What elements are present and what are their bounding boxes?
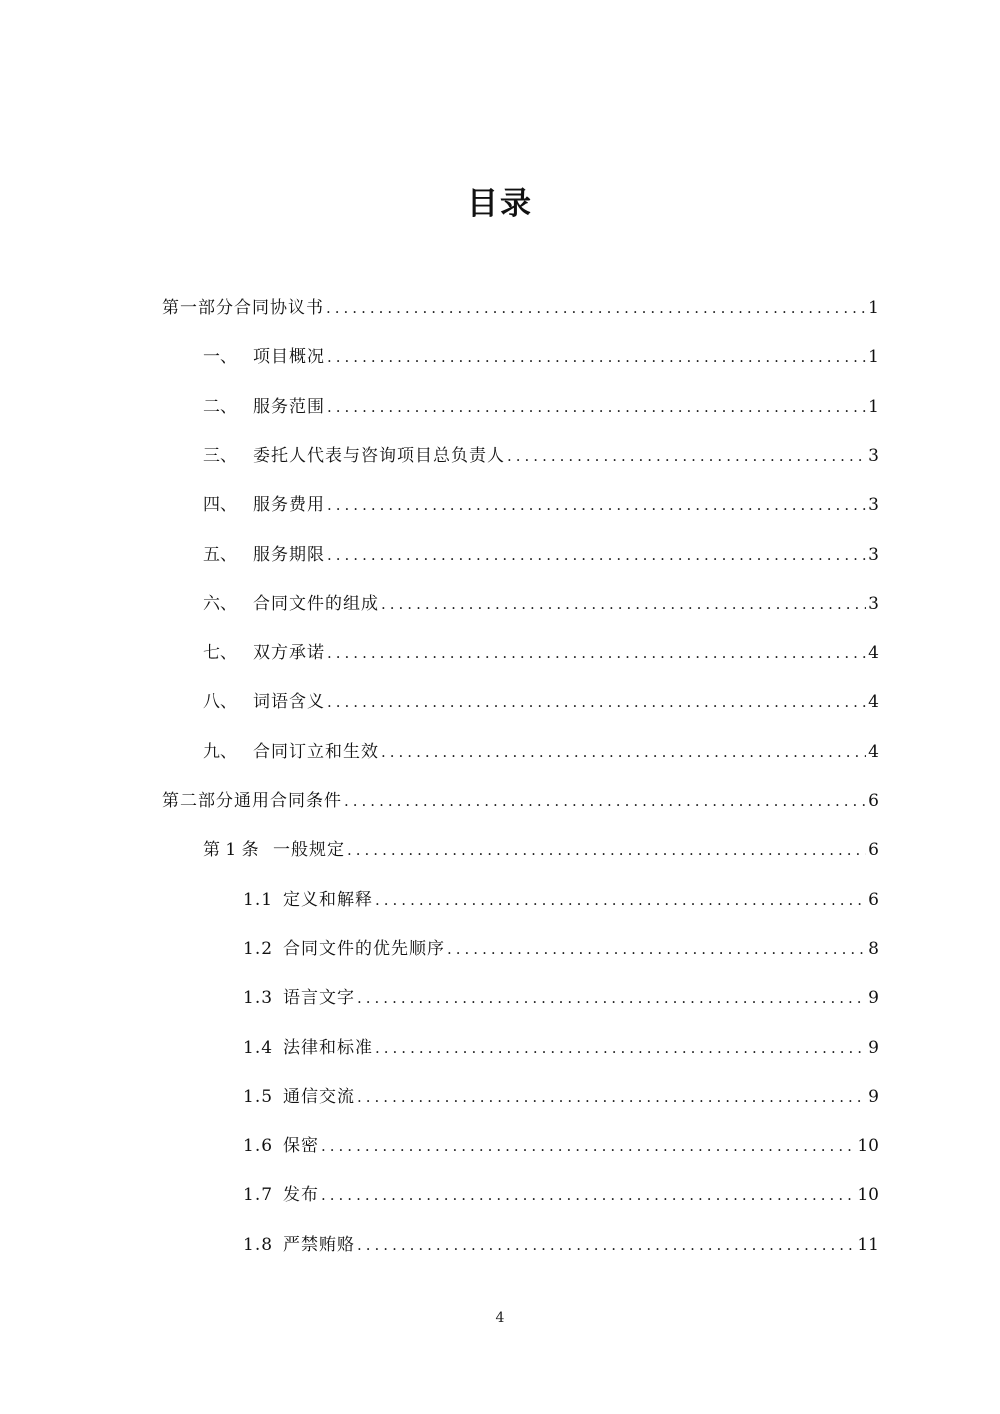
toc-entry-page: 6 <box>868 791 879 811</box>
toc-entry[interactable] <box>203 590 879 618</box>
toc-entry-page: 6 <box>868 889 879 910</box>
toc-entry-text: 合同文件的优先顺序 <box>283 938 445 959</box>
toc-entry-number: 一、 <box>203 347 237 368</box>
toc-entry-text: 服务期限 <box>253 544 325 565</box>
toc-dot-leader <box>357 1231 855 1259</box>
toc-entry-text: 合同文件的组成 <box>253 593 379 614</box>
toc-entry-text: 一般规定 <box>273 840 345 861</box>
toc-entry-text: 词语含义 <box>253 692 325 713</box>
toc-dot-leader <box>375 886 866 914</box>
toc-entry[interactable] <box>243 1034 879 1062</box>
toc-entry-page: 10 <box>857 1185 879 1206</box>
toc-dot-leader <box>357 1083 866 1111</box>
toc-entry-page: 4 <box>868 643 879 664</box>
toc-entry-text: 法律和标准 <box>283 1037 373 1058</box>
toc-entry-number: 1.1 <box>243 889 274 910</box>
toc-entry-number: 四、 <box>203 495 237 516</box>
toc-entry[interactable] <box>162 294 879 322</box>
toc-entry-number: 九、 <box>203 741 237 762</box>
toc-entry-number: 1.4 <box>243 1037 274 1058</box>
toc-entry[interactable] <box>203 491 879 519</box>
toc-entry[interactable] <box>203 442 879 470</box>
toc-entry-number: 八、 <box>203 692 237 713</box>
toc-entry-page: 1 <box>868 347 879 368</box>
toc-entry[interactable] <box>243 1083 879 1111</box>
toc-entry-text: 第二部分通用合同条件 <box>162 791 342 811</box>
toc-entry-text: 保密 <box>283 1136 319 1157</box>
toc-entry[interactable] <box>203 343 879 371</box>
toc-entry-number: 三、 <box>203 445 237 466</box>
toc-entry-number: 五、 <box>203 544 237 565</box>
toc-entry-text: 服务费用 <box>253 495 325 516</box>
page-number: 4 <box>495 1310 505 1326</box>
toc-entry[interactable] <box>203 541 879 569</box>
toc-entry-page: 10 <box>857 1136 879 1157</box>
toc-entry[interactable] <box>203 836 879 864</box>
toc-entry-page: 3 <box>868 544 879 565</box>
toc-entry[interactable] <box>243 935 879 963</box>
toc-dot-leader <box>381 590 866 618</box>
toc-dot-leader <box>321 1132 855 1160</box>
toc-title: 目录 <box>467 186 533 222</box>
toc-entry-text: 合同订立和生效 <box>253 741 379 762</box>
toc-entry-text: 定义和解释 <box>283 889 373 910</box>
toc-entry-number: 1.6 <box>243 1136 274 1157</box>
toc-entry-page: 3 <box>868 593 879 614</box>
toc-entry[interactable] <box>243 1132 879 1160</box>
toc-entry[interactable] <box>243 984 879 1012</box>
toc-entry-text: 语言文字 <box>283 988 355 1009</box>
toc-entry-number: 七、 <box>203 643 237 664</box>
toc-entry[interactable] <box>243 886 879 914</box>
toc-dot-leader <box>344 787 866 815</box>
toc-dot-leader <box>327 639 866 667</box>
toc-entry-page: 1 <box>868 396 879 417</box>
toc-entry-text: 委托人代表与咨询项目总负责人 <box>253 445 505 466</box>
toc-dot-leader <box>357 984 866 1012</box>
toc-entry-number: 1.2 <box>243 938 274 959</box>
toc-entry[interactable] <box>203 639 879 667</box>
toc-entry-page: 6 <box>868 840 879 861</box>
toc-entry-number: 1.5 <box>243 1086 274 1107</box>
toc-entry-page: 9 <box>868 1037 879 1058</box>
toc-dot-leader <box>327 491 866 519</box>
toc-entry-number: 1.7 <box>243 1185 274 1206</box>
toc-entry-number: 1.8 <box>243 1234 274 1255</box>
toc-dot-leader <box>326 294 866 322</box>
toc-entry-page: 3 <box>868 495 879 516</box>
toc-dot-leader <box>327 541 866 569</box>
toc-entry-text: 发布 <box>283 1185 319 1206</box>
toc-entry[interactable] <box>243 1231 879 1259</box>
toc-entry-number: 六、 <box>203 593 237 614</box>
toc-entry[interactable] <box>243 1181 879 1209</box>
toc-dot-leader <box>347 836 866 864</box>
toc-dot-leader <box>507 442 866 470</box>
toc-entry-text: 服务范围 <box>253 396 325 417</box>
toc-entry-text: 严禁贿赂 <box>283 1234 355 1255</box>
toc-entry-page: 3 <box>868 445 879 466</box>
toc-entry-page: 11 <box>857 1234 879 1255</box>
toc-dot-leader <box>327 393 866 421</box>
toc-dot-leader <box>381 738 866 766</box>
toc-entry[interactable] <box>203 738 879 766</box>
toc-entry-page: 4 <box>868 692 879 713</box>
toc-entry-number: 第 1 条 <box>203 840 259 861</box>
toc-entry-text: 项目概况 <box>253 347 325 368</box>
toc-entry-text: 双方承诺 <box>253 643 325 664</box>
toc-entry-text: 第一部分合同协议书 <box>162 298 324 318</box>
toc-entry-number: 1.3 <box>243 988 274 1009</box>
toc-entry-page: 9 <box>868 1086 879 1107</box>
toc-dot-leader <box>321 1181 855 1209</box>
toc-entry-page: 1 <box>868 298 879 318</box>
toc-entry[interactable] <box>162 787 879 815</box>
toc-dot-leader <box>447 935 866 963</box>
toc-dot-leader <box>375 1034 866 1062</box>
toc-entry[interactable] <box>203 688 879 716</box>
toc-entry-page: 9 <box>868 988 879 1009</box>
toc-entry[interactable] <box>203 393 879 421</box>
toc-entry-text: 通信交流 <box>283 1086 355 1107</box>
toc-entry-number: 二、 <box>203 396 237 417</box>
toc-dot-leader <box>327 343 866 371</box>
toc-entry-page: 8 <box>868 938 879 959</box>
toc-dot-leader <box>327 688 866 716</box>
toc-entry-page: 4 <box>868 741 879 762</box>
